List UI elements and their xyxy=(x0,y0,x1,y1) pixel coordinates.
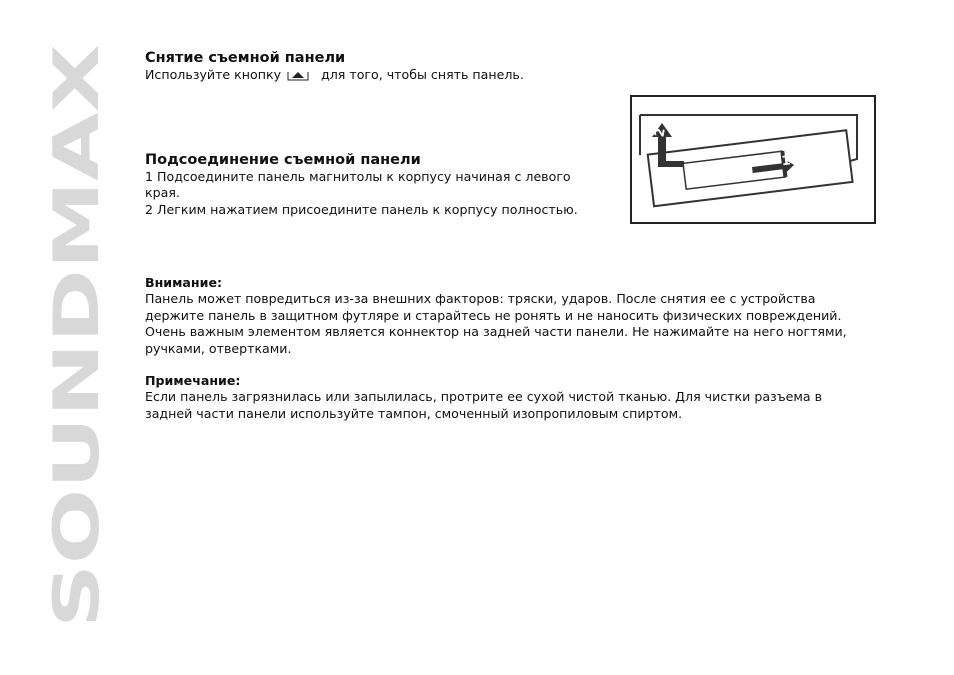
eject-button-icon xyxy=(287,69,309,81)
figure-label-2: 2 xyxy=(652,126,669,139)
brand-logo xyxy=(40,44,113,628)
removal-text xyxy=(145,67,524,83)
panel-attach-illustration xyxy=(630,95,876,224)
removal-text-after: для того, чтобы снять панель. xyxy=(321,67,524,82)
brand-logo-text: SOUNDMAX xyxy=(40,219,113,628)
note-title: Примечание: xyxy=(145,373,241,388)
attach-step1-line1: 1 Подсоедините панель магнитолы к корпусу начиная с левого xyxy=(145,169,571,184)
attach-step2: 2 Легким нажатием присоедините панель к корпусу полностью. xyxy=(145,201,578,217)
note-line: задней части панели используйте тампон, смоченный изопропиловым спиртом. xyxy=(145,405,683,421)
warning-line: держите панель в защитном футляре и старайтесь не ронять и не наносить физических повреждений. xyxy=(145,307,842,323)
removal-text-before: Используйте кнопку xyxy=(145,67,282,82)
note-section xyxy=(145,373,822,422)
attach-title: Подсоединение съемной панели xyxy=(145,152,421,168)
warning-line: ручками, отвертками. xyxy=(145,340,292,356)
warning-title: Внимание: xyxy=(145,275,223,290)
removal-title: Снятие съемной панели xyxy=(145,50,346,66)
warning-section xyxy=(145,275,847,357)
attach-section xyxy=(145,151,578,218)
removal-section xyxy=(145,49,524,83)
figure-label-1: 1 xyxy=(780,153,792,170)
note-line: Если панель загрязнилась или запылилась, протрите ее сухой чистой тканью. Для чистки разъема в xyxy=(145,389,823,405)
warning-line: Панель может повредиться из-за внешних факторов: тряски, ударов. После снятия ее с устройства xyxy=(145,291,816,307)
warning-line: Очень важным элементом является коннектор на задней части панели. Не нажимайте на него ногтями, xyxy=(145,324,847,340)
attach-step1-line2: края. xyxy=(145,185,180,201)
